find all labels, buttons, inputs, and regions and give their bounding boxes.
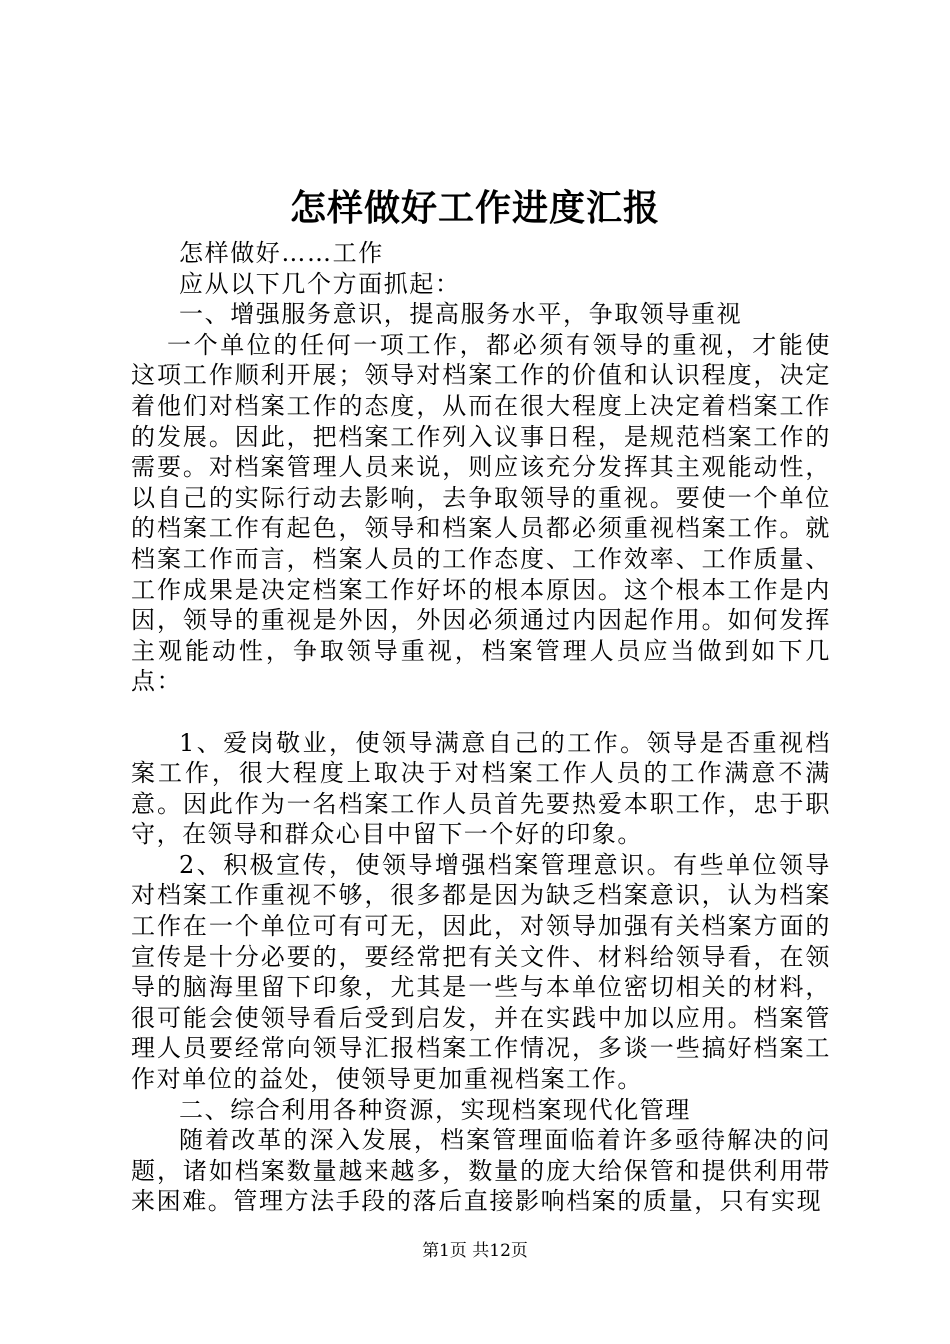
paragraph-body-2: 随着改革的深入发展，档案管理面临着许多亟待解决的问题，诸如档案数量越来越多，数量的庞大给保管和提供利用带来困难。管理方法手段的落后直接影响档案的质量，只有实现 <box>131 1126 831 1216</box>
list-item-2: 2、积极宣传，使领导增强档案管理意识。有些单位领导对档案工作重视不够，很多都是因为缺乏档案意识，认为档案工作在一个单位可有可无，因此，对领导加强有关档案方面的宣传是十分必要的，要经常把有关文件、材料给领导看，在领导的脑海里留下印象，尤其是一些与本单位密切相关的材料，很可能会使领导看后受到启发，并在实践中加以应用。档案管理人员要经常向领导汇报档案工作情况，多谈一些搞好档案工作对单位的益处，使领导更加重视档案工作。 <box>131 850 831 1094</box>
blank-line <box>131 697 831 728</box>
document-title: 怎样做好工作进度汇报 <box>289 187 660 229</box>
paragraph-intro: 怎样做好……工作 <box>179 239 384 267</box>
list-item-1: 1、爱岗敬业，使领导满意自己的工作。领导是否重视档案工作，很大程度上取决于对档案工作人员的工作满意不满意。因此作为一名档案工作人员首先要热爱本职工作，忠于职守，在领导和群众心目中留下一个好的印象。 <box>131 728 831 849</box>
document-body <box>131 238 831 1217</box>
section-heading-1: 一、增强服务意识，提高服务水平，争取领导重视 <box>179 300 743 329</box>
paragraph-body-1: 一个单位的任何一项工作，都必须有领导的重视，才能使这项工作顺利开展；领导对档案工作的价值和认识程度，决定着他们对档案工作的态度，从而在很大程度上决定着档案工作的发展。因此，把档案工作列入议事日程，是规范档案工作的需要。对档案管理人员来说，则应该充分发挥其主观能动性，以自己的实际行动去影响，去争取领导的重视。要使一个单位的档案工作有起色，领导和档案人员都必须重视档案工作。就档案工作而言，档案人员的工作态度、工作效率、工作质量、工作成果是决定档案工作好坏的根本原因。这个根本工作是内因，领导的重视是外因，外因必须通过内因起作用。如何发挥主观能动性，争取领导重视，档案管理人员应当做到如下几点： <box>131 330 831 696</box>
page-footer: 第1页 共12页 <box>422 1241 528 1261</box>
section-heading-2: 二、综合利用各种资源，实现档案现代化管理 <box>179 1095 691 1124</box>
paragraph-lead: 应从以下几个方面抓起： <box>179 269 461 298</box>
